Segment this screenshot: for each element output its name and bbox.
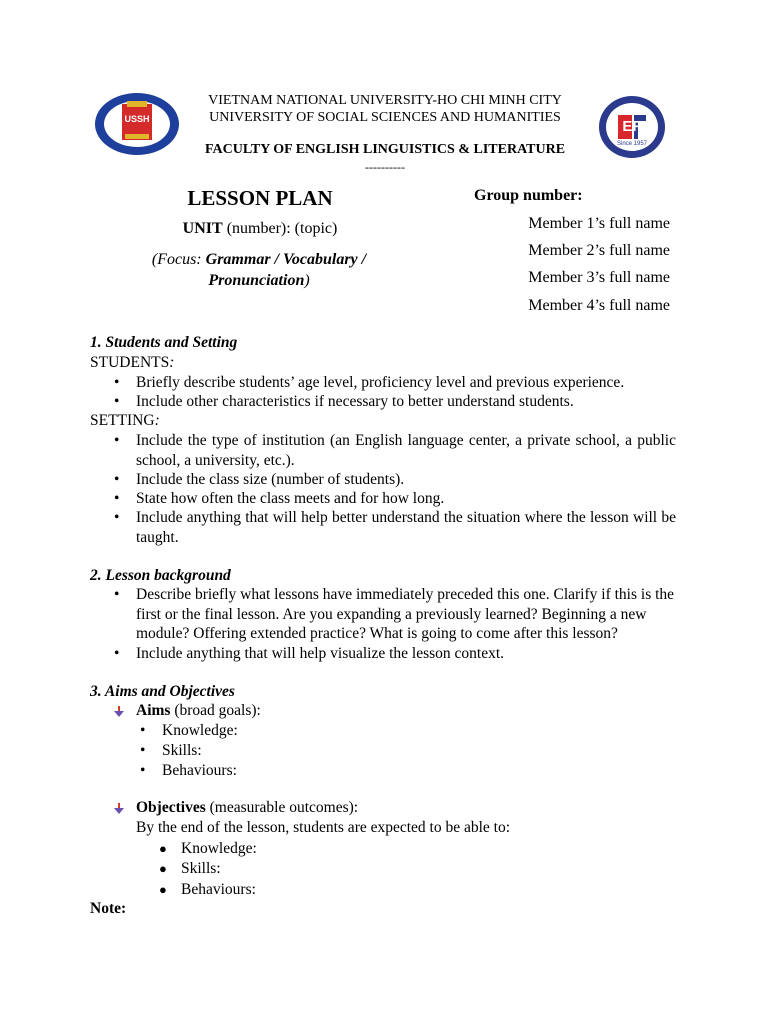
list-item: • Include anything that will help better understand the situation where the lesson will be taught. (114, 509, 676, 546)
ussh-logo (94, 92, 180, 156)
arrow-bullet-icon (113, 802, 125, 816)
aims-label: Aims (136, 702, 171, 719)
list-item: ● Skills: (159, 860, 221, 877)
arrow-bullet-icon (113, 705, 125, 719)
objectives-intro: By the end of the lesson, students are expected to be able to: (136, 819, 511, 836)
list-item-text: Behaviours: (162, 762, 237, 779)
list-item: • State how often the class meets and for how long. (114, 490, 445, 507)
list-item-text: Skills: (162, 742, 202, 759)
list-item-text: Include anything that will help better understand the situation where the lesson will be taught. (136, 509, 676, 546)
setting-label: SETTING: (90, 412, 160, 429)
list-item-text: Describe briefly what lessons have immediately preceded this one. Clarify if this is the first or the final lesson. Are you expanding a previously learned? Beginning a new module? Offering extended practice? What is going to come after this lesson? (136, 586, 675, 642)
ef-logo-since: Since 1957 (616, 141, 648, 147)
list-item: • Include anything that will help visualize the lesson context. (114, 645, 505, 662)
group-number-label: Group number: (474, 187, 583, 204)
member-name: Member 3’s full name (528, 269, 670, 286)
objectives-detail: (measurable outcomes): (205, 799, 359, 816)
lesson-plan-title: LESSON PLAN (187, 186, 333, 210)
list-item: • Behaviours: (140, 762, 237, 779)
list-item: • Briefly describe students’ age level, proficiency level and previous experience. (114, 374, 625, 391)
list-item-text: Include other characteristics if necessary to better understand students. (136, 393, 574, 410)
focus-line (128, 249, 390, 291)
list-item-text: Briefly describe students’ age level, proficiency level and previous experience. (136, 374, 625, 391)
section-1-heading: 1. Students and Setting (90, 334, 238, 351)
students-label: STUDENTS: (90, 354, 175, 371)
list-item: • Include other characteristics if necessary to better understand students. (114, 393, 574, 410)
member-name: Member 2’s full name (528, 242, 670, 259)
list-item-text: Include the class size (number of students). (136, 471, 405, 488)
university-line-1: VIETNAM NATIONAL UNIVERSITY-HO CHI MINH CITY (208, 93, 562, 108)
ussh-logo-text: USSH (124, 114, 150, 124)
aims-detail: (broad goals): (170, 702, 261, 719)
list-item: • Include the type of institution (an English language center, a private school, a public school, a university, etc.). (114, 432, 676, 469)
list-item-text: Knowledge: (181, 840, 257, 857)
list-item: • Knowledge: (140, 722, 238, 739)
section-3-heading: 3. Aims and Objectives (90, 683, 235, 700)
list-item-text: State how often the class meets and for how long. (136, 490, 445, 507)
focus-open: (Focus: (151, 251, 206, 268)
ef-faculty-logo (598, 95, 666, 159)
focus-close: ) (304, 272, 310, 289)
objectives-label: Objectives (136, 799, 206, 816)
ef-logo-text: EF (622, 118, 642, 135)
students-label-text: STUDENTS (90, 354, 170, 371)
list-item-text: Include the type of institution (an English language center, a private school, a public school, a university, etc.). (136, 432, 676, 469)
university-line-2: UNIVERSITY OF SOCIAL SCIENCES AND HUMANITIES (209, 110, 561, 125)
section-2-heading: 2. Lesson background (90, 567, 231, 584)
setting-label-text: SETTING (90, 412, 155, 429)
list-item-text: Include anything that will help visualize the lesson context. (136, 645, 505, 662)
unit-detail: (number): (topic) (222, 220, 338, 237)
list-item: • Skills: (140, 742, 202, 759)
list-item: ● Behaviours: (159, 881, 256, 898)
member-name: Member 1’s full name (528, 215, 670, 232)
faculty-name: FACULTY OF ENGLISH LINGUISTICS & LITERATURE (204, 142, 566, 157)
note-label: Note: (90, 900, 127, 917)
objectives-line (136, 799, 358, 817)
focus-topics: Grammar / Vocabulary / Pronunciation (205, 251, 367, 289)
list-item: ● Knowledge: (159, 840, 257, 857)
aims-line (136, 702, 261, 720)
header-divider: ---------- (365, 160, 405, 174)
list-item: • Include the class size (number of students). (114, 471, 405, 488)
unit-label: UNIT (182, 220, 223, 237)
list-item-text: Skills: (181, 860, 221, 877)
unit-line (150, 220, 370, 238)
list-item-text: Knowledge: (162, 722, 238, 739)
list-item-text: Behaviours: (181, 881, 256, 898)
list-item: • Describe briefly what lessons have immediately preceded this one. Clarify if this is the first or the final lesson. Are you expanding a previously learned? Beginning a new module? Offering extended practice? What is going to come after this lesson? (114, 586, 675, 642)
member-name: Member 4’s full name (528, 297, 670, 314)
